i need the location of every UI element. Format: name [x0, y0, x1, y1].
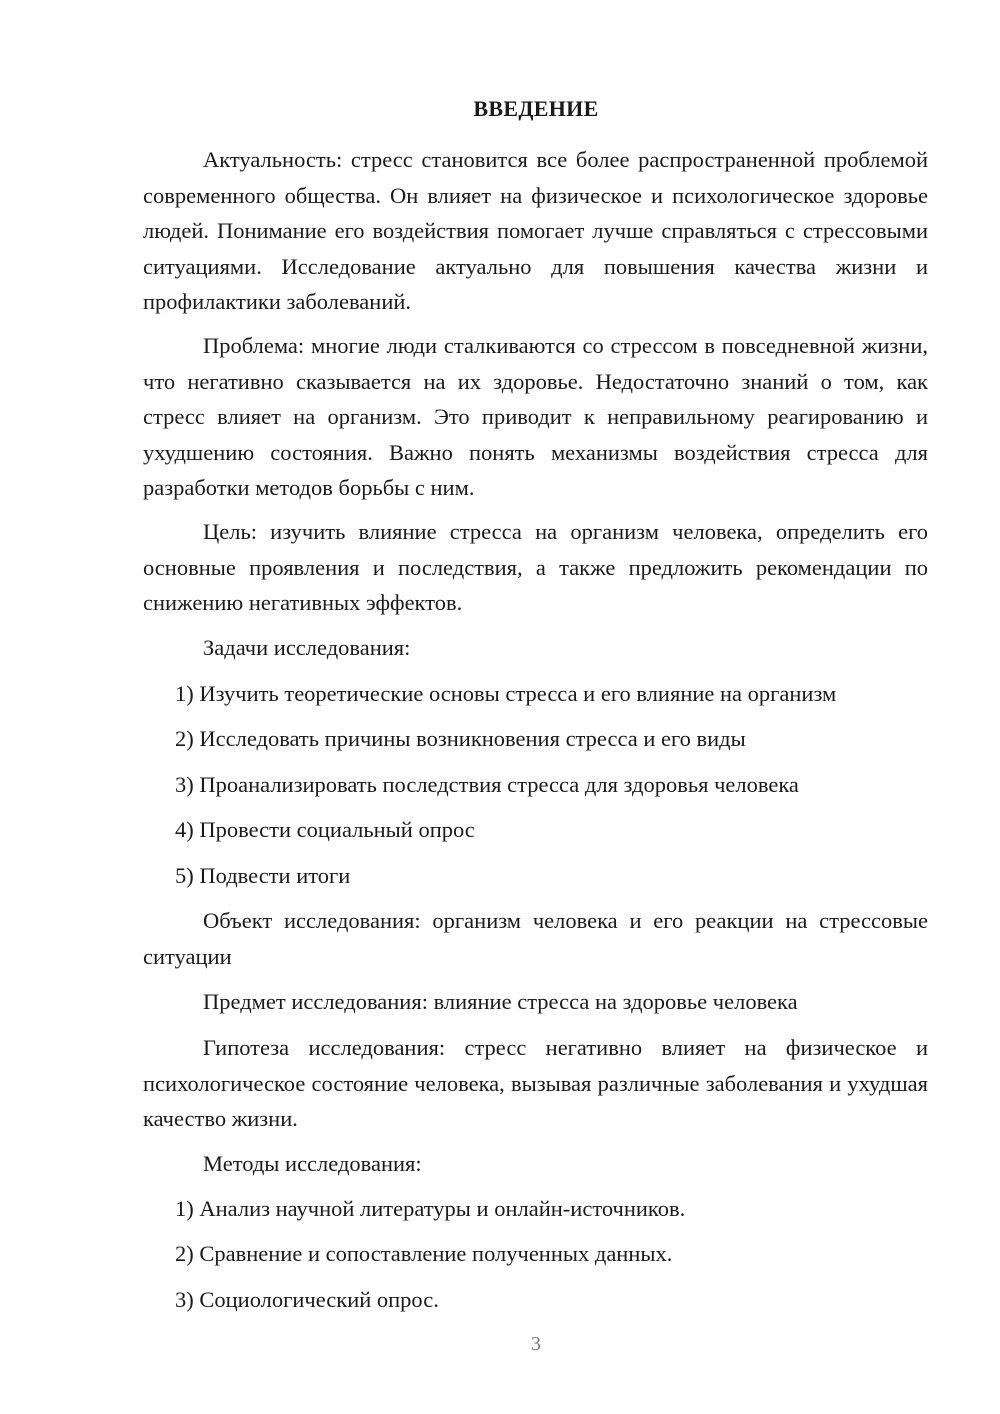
paragraph-subject: Предмет исследования: влияние стресса на здоровье человека — [203, 989, 798, 1014]
method-item-2: 2) Сравнение и сопоставление полученных данных. — [175, 1241, 673, 1266]
methods-heading: Методы исследования: — [203, 1151, 422, 1176]
task-item-2: 2) Исследовать причины возникновения стресса и его виды — [175, 726, 746, 751]
tasks-heading: Задачи исследования: — [203, 635, 411, 660]
paragraph-problem: Проблема: многие люди сталкиваются со стрессом в повседневной жизни, что негативно сказывается на их здоровье. Недостаточно знаний о том, как стресс влияет на организм. Это приводит к неправильному реагированию и ухудшению состояния. Важно понять механизмы воздействия стресса для разработки методов борьбы с ним. — [143, 333, 928, 500]
paragraph-goal: Цель: изучить влияние стресса на организм человека, определить его основные проявления и последствия, а также предложить рекомендации по снижению негативных эффектов. — [143, 519, 928, 615]
paragraph-object: Объект исследования: организм человека и его реакции на стрессовые ситуации — [143, 908, 928, 969]
method-item-3: 3) Социологический опрос. — [175, 1287, 439, 1312]
paragraph-hypothesis: Гипотеза исследования: стресс негативно влияет на физическое и психологическое состояние человека, вызывая различные заболевания и ухудшая качество жизни. — [143, 1035, 928, 1131]
page-number: 3 — [531, 1333, 541, 1355]
task-item-1: 1) Изучить теоретические основы стресса и его влияние на организм — [175, 681, 837, 706]
task-item-5: 5) Подвести итоги — [175, 863, 351, 888]
paragraph-relevance: Актуальность: стресс становится все более распространенной проблемой современного общества. Он влияет на физическое и психологическое здоровье людей. Понимание его воздействия помогает лучше справляться с стрессовыми ситуациями. Исследование актуально для повышения качества жизни и профилактики заболеваний. — [143, 147, 928, 314]
task-item-4: 4) Провести социальный опрос — [175, 817, 475, 842]
document-title: ВВЕДЕНИЕ — [473, 96, 599, 121]
task-item-3: 3) Проанализировать последствия стресса для здоровья человека — [175, 772, 799, 797]
method-item-1: 1) Анализ научной литературы и онлайн-источников. — [175, 1196, 686, 1221]
